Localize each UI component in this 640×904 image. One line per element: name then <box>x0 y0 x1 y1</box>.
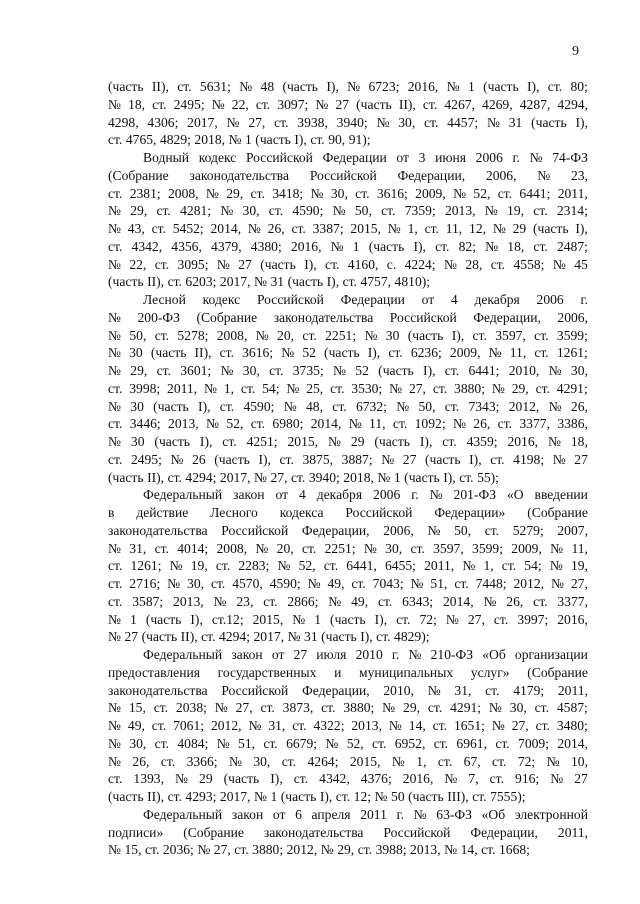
text-line: № 27 (часть II), ст. 4294; 2017, № 31 (часть I), ст. 4829); <box>108 629 430 645</box>
text-line: Федеральный закон от 6 апреля 2011 г. № 63-ФЗ «Об электронной <box>143 806 588 822</box>
text-line: ст. 2381; 2008, № 29, ст. 3418; № 30, ст. 3616; 2009, № 52, ст. 6441; 2011, <box>108 185 588 201</box>
text-line: № 30, ст. 4084; № 51, ст. 6679; № 52, ст. 6952, ст. 6961, ст. 7009; 2014, <box>108 735 588 751</box>
text-line: № 30 (часть II), ст. 3616; № 52 (часть I), ст. 6236; 2009, № 11, ст. 1261; <box>108 345 588 361</box>
text-line: (часть II), ст. 4294; 2017, № 27, ст. 3940; 2018, № 1 (часть I), ст. 55); <box>108 469 499 485</box>
paragraph-forest-code <box>108 291 588 486</box>
text-line: ст. 1261; № 19, ст. 2283; № 52, ст. 6441, 6455; 2011, № 1, ст. 54; № 19, <box>108 558 588 574</box>
text-line: № 31, ст. 4014; 2008, № 20, ст. 2251; № 30, ст. 3597, 3599; 2009, № 11, <box>108 540 588 556</box>
text-line: (часть II), ст. 6203; 2017, № 31 (часть I), ст. 4757, 4810); <box>108 274 431 290</box>
paragraph-law-63 <box>108 806 588 859</box>
text-line: № 15, ст. 2038; № 27, ст. 3873, ст. 3880; № 29, ст. 4291; № 30, ст. 4587; <box>108 700 588 716</box>
text-line: ст. 4765, 4829; 2018, № 1 (часть I), ст. 90, 91); <box>108 132 371 148</box>
text-line: Водный кодекс Российской Федерации от 3 июня 2006 г. № 74-ФЗ <box>143 150 588 165</box>
text-line: № 18, ст. 2495; № 22, ст. 3097; № 27 (часть II), ст. 4267, 4269, 4287, 4294, <box>108 96 588 112</box>
paragraph-continuation <box>108 78 588 149</box>
text-line: № 29, ст. 3601; № 30, ст. 3735; № 52 (часть I), ст. 6441; 2010, № 30, <box>108 363 588 378</box>
text-line: (часть II), ст. 4293; 2017, № 1 (часть I), ст. 12; № 50 (часть III), ст. 7555); <box>108 789 526 804</box>
text-line: ст. 3446; 2013, № 52, ст. 6980; 2014, № 11, ст. 1092; № 26, ст. 3377, 3386, <box>108 416 588 432</box>
text-line: № 200-ФЗ (Собрание законодательства Российской Федерации, 2006, <box>108 309 588 325</box>
text-line: (Собрание законодательства Российской Федерации, 2006, № 23, <box>108 167 588 183</box>
text-line: № 1 (часть I), ст.12; 2015, № 1 (часть I), ст. 72; № 27, ст. 3997; 2016, <box>108 611 588 627</box>
text-line: № 49, ст. 7061; 2012, № 31, ст. 4322; 2013, № 14, ст. 1651; № 27, ст. 3480; <box>108 718 588 733</box>
paragraph-law-201 <box>108 486 588 646</box>
text-line: ст. 2495; № 26 (часть I), ст. 3875, 3887; № 27 (часть I), ст. 4198; № 27 <box>108 451 588 467</box>
text-line: № 43, ст. 5452; 2014, № 26, ст. 3387; 2015, № 1, ст. 11, 12, № 29 (часть I), <box>108 221 588 236</box>
text-line: ст. 3587; 2013, № 23, ст. 2866; № 49, ст. 6343; 2014, № 26, ст. 3377, <box>108 593 588 609</box>
text-line: Федеральный закон от 27 июля 2010 г. № 210-ФЗ «Об организации <box>143 647 588 662</box>
text-line: ст. 2716; № 30, ст. 4570, 4590; № 49, ст. 7043; № 51, ст. 7448; 2012, № 27, <box>108 576 588 591</box>
text-line: № 30 (часть I), ст. 4590; № 48, ст. 6732; № 50, ст. 7343; 2012, № 26, <box>108 398 588 414</box>
text-line: ст. 1393, № 29 (часть I), ст. 4342, 4376; 2016, № 7, ст. 916; № 27 <box>108 771 588 787</box>
text-line: Федеральный закон от 4 декабря 2006 г. № 201-ФЗ «О введении <box>143 487 588 503</box>
text-line: законодательства Российской Федерации, 2010, № 31, ст. 4179; 2011, <box>108 682 588 698</box>
paragraph-law-210 <box>108 646 588 806</box>
document-body <box>108 78 588 859</box>
text-line: предоставления государственных и муниципальных услуг» (Собрание <box>108 664 588 680</box>
text-line: в действие Лесного кодекса Российской Федерации» (Собрание <box>108 505 588 520</box>
text-line: законодательства Российской Федерации, 2006, № 50, ст. 5279; 2007, <box>108 522 588 538</box>
text-line: № 50, ст. 5278; 2008, № 20, ст. 2251; № 30 (часть I), ст. 3597, ст. 3599; <box>108 327 588 343</box>
text-line: № 15, ст. 2036; № 27, ст. 3880; 2012, № 29, ст. 3988; 2013, № 14, ст. 1668; <box>108 842 530 858</box>
paragraph-water-code <box>108 149 588 291</box>
text-line: № 22, ст. 3095; № 27 (часть I), ст. 4160, с. 4224; № 28, ст. 4558; № 45 <box>108 256 588 272</box>
text-line: подписи» (Собрание законодательства Российской Федерации, 2011, <box>108 824 588 840</box>
text-line: (часть II), ст. 5631; № 48 (часть I), № 6723; 2016, № 1 (часть I), ст. 80; <box>108 79 588 94</box>
text-line: № 26, ст. 3366; № 30, ст. 4264; 2015, № 1, ст. 67, ст. 72; № 10, <box>108 753 588 769</box>
page-number: 9 <box>572 44 579 59</box>
text-line: ст. 3998; 2011, № 1, ст. 54; № 25, ст. 3530; № 27, ст. 3880; № 29, ст. 4291; <box>108 380 588 396</box>
text-line: Лесной кодекс Российской Федерации от 4 декабря 2006 г. <box>143 292 588 307</box>
text-line: № 29, ст. 4281; № 30, ст. 4590; № 50, ст. 7359; 2013, № 19, ст. 2314; <box>108 203 588 219</box>
text-line: № 30 (часть I), ст. 4251; 2015, № 29 (часть I), ст. 4359; 2016, № 18, <box>108 434 588 449</box>
text-line: ст. 4342, 4356, 4379, 4380; 2016, № 1 (часть I), ст. 82; № 18, ст. 2487; <box>108 238 588 254</box>
text-line: 4298, 4306; 2017, № 27, ст. 3938, 3940; № 30, ст. 4457; № 31 (часть I), <box>108 114 588 130</box>
